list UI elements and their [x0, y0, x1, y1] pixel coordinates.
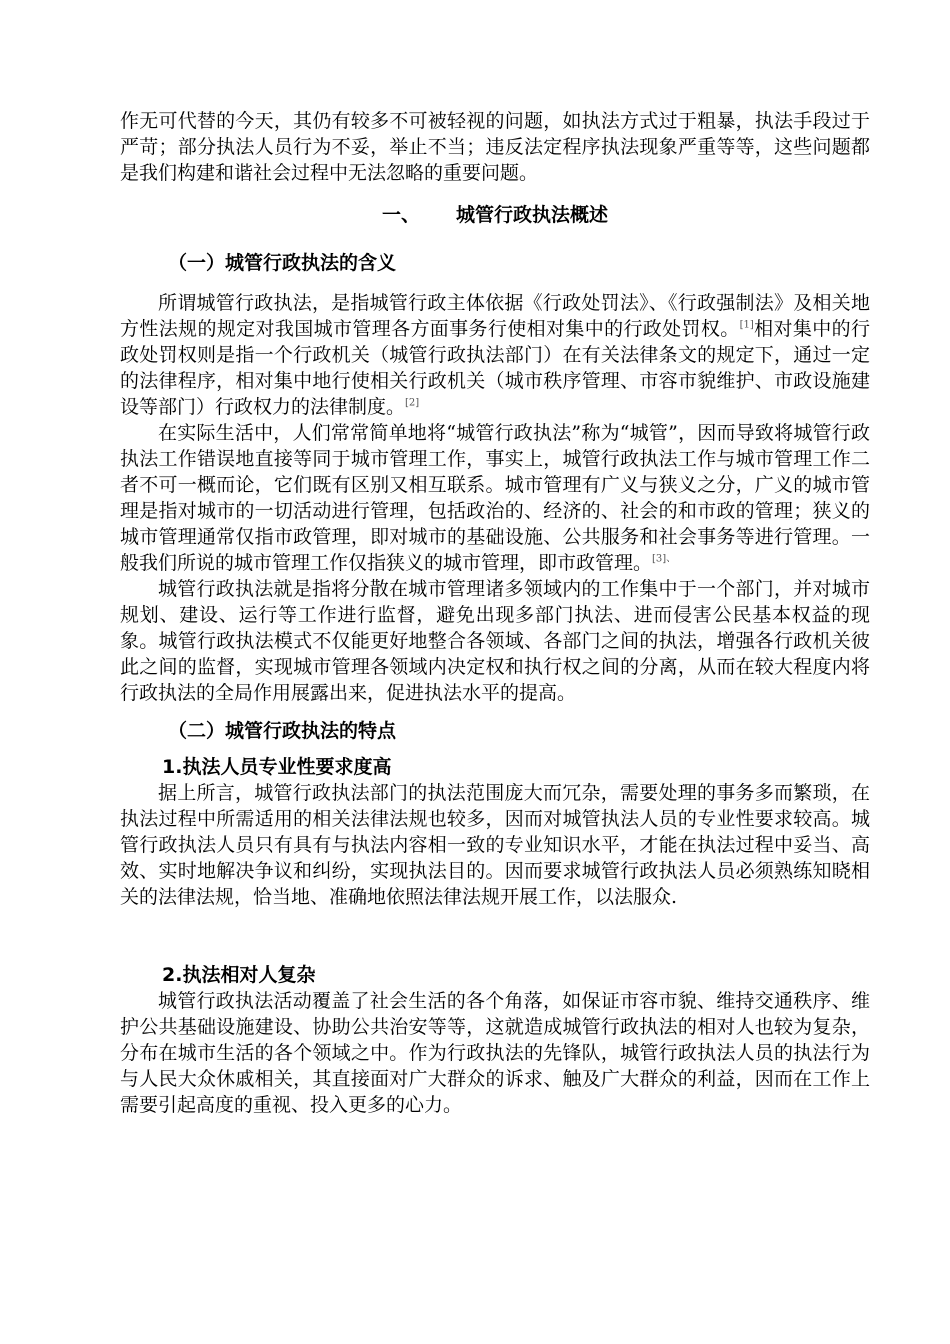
enforcement-model-paragraph: 城管行政执法就是指将分散在城市管理诸多领域内的工作集中于一个部门，并对城市规划、建设、运行等工作进行监督，避免出现多部门执法、进而侵害公民基本权益的现象。城管行政执法模式不仅能更好地整合各领域、各部门之间的执法，增强各行政机关彼此之间的监督，实现城市管理各领域内决定权和执行权之间的分离，从而在较大程度内将行政执法的全局作用展露出来，促进执法水平的提高。	[120, 578, 870, 704]
section-number: 一、	[381, 204, 420, 226]
footnote-ref-2[interactable]: [2]	[405, 397, 420, 409]
urban-management-paragraph	[120, 420, 870, 576]
point-heading-professionalism: 1.执法人员专业性要求度高	[162, 756, 392, 778]
footnote-ref-3[interactable]: [3]、	[652, 553, 677, 565]
counterparts-paragraph: 城管行政执法活动覆盖了社会生活的各个角落，如保证市容市貌、维持交通秩序、维护公共基础设施建设、协助公共治安等等，这就造成城管行政执法的相对人也较为复杂，分布在城市生活的各个领域之中。作为行政执法的先锋队，城管行政执法人员的执法行为与人民大众休戚相关，其直接面对广大群众的诉求、触及广大群众的利益，因而在工作上需要引起高度的重视、投入更多的心力。	[120, 990, 870, 1116]
definition-paragraph	[120, 290, 870, 420]
footnote-ref-1[interactable]: [1]	[739, 319, 754, 331]
definition-text-part2: 相对集中的行政处罚权则是指一个行政机关（城管行政执法部门）在有关法律条文的规定下，通过一定的法律程序，相对集中地行使相关行政机关（城市秩序管理、市容市貌维护、市政设施建设等部门）行政权力的法律制度。	[120, 318, 870, 418]
professionalism-paragraph: 据上所言，城管行政执法部门的执法范围庞大而冗杂，需要处理的事务多而繁琐，在执法过程中所需适用的相关法律法规也较多，因而对城管执法人员的专业性要求较高。城管行政执法人员只有具有与执法内容相一致的专业知识水平，才能在执法过程中妥当、高效、实时地解决争议和纠纷，实现执法目的。因而要求城管行政执法人员必须熟练知晓相关的法律法规，恰当地、准确地依照法律法规开展工作，以法服众.	[120, 782, 870, 908]
section-title-text: 城管行政执法概述	[456, 204, 609, 226]
section-heading	[120, 202, 870, 228]
definition-text-part1: 所谓城管行政执法，是指城管行政主体依据《行政处罚法》、《行政强制法》及相关地方性法规的规定对我国城市管理各方面事务行使相对集中的行政处罚权。	[120, 292, 870, 340]
point-heading-counterparts: 2.执法相对人复杂	[162, 964, 316, 986]
subsection-heading-features: （二）城管行政执法的特点	[168, 720, 397, 742]
urban-management-text: 在实际生活中，人们常常简单地将“城管行政执法”称为“城管”，因而导致将城管行政执法工作错误地直接等同于城市管理工作，事实上，城管行政执法工作与城市管理工作二者不可一概而论，它们既有区别又相互联系。城市管理有广义与狭义之分，广义的城市管理是指对城市的一切活动进行管理，包括政治的、经济的、社会的和市政的管理；狭义的城市管理通常仅指市政管理，即对城市的基础设施、公共服务和社会事务等进行管理。一般我们所说的城市管理工作仅指狭义的城市管理，即市政管理。	[120, 422, 870, 574]
subsection-heading-meaning: （一）城管行政执法的含义	[168, 252, 397, 274]
intro-paragraph: 作无可代替的今天，其仍有较多不可被轻视的问题，如执法方式过于粗暴，执法手段过于严苛；部分执法人员行为不妥，举止不当；违反法定程序执法现象严重等等，这些问题都是我们构建和谐社会过程中无法忽略的重要问题。	[120, 110, 870, 184]
